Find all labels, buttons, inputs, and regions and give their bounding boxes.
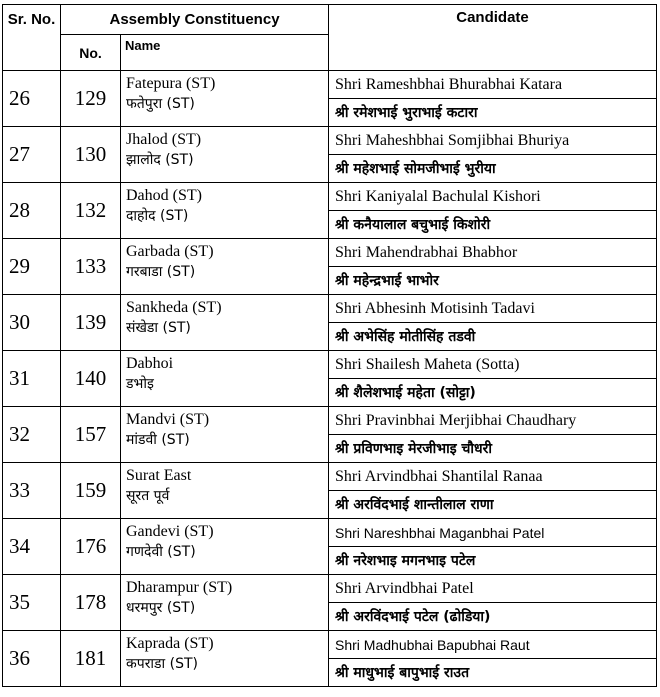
constituency-name-hindi: संखेडा (ST) — [126, 320, 191, 336]
constituency-number: 129 — [61, 71, 121, 127]
candidate-name-english: Shri Nareshbhai Maganbhai Patel — [329, 519, 657, 547]
constituency-name-english: Garbada (ST) — [126, 243, 214, 260]
sr-number: 35 — [3, 575, 61, 631]
constituency-number: 139 — [61, 295, 121, 351]
table-row — [3, 127, 657, 155]
constituency-name-english: Dahod (ST) — [126, 187, 202, 204]
constituency-name — [121, 351, 329, 407]
constituency-name-english: Dharampur (ST) — [126, 579, 233, 596]
constituency-name-english: Surat East — [126, 467, 192, 484]
table-row — [3, 631, 657, 659]
constituency-number: 176 — [61, 519, 121, 575]
constituency-name — [121, 183, 329, 239]
table-row — [3, 183, 657, 211]
candidate-name-hindi: श्री अभेसिंह मोतीसिंह तडवी — [329, 323, 657, 351]
sr-number: 33 — [3, 463, 61, 519]
constituency-name-hindi: दाहोद (ST) — [126, 208, 189, 224]
candidate-name-hindi: श्री माधुभाई बापुभाई राउत — [329, 659, 657, 687]
table-body — [3, 71, 657, 687]
constituency-name — [121, 631, 329, 687]
table-row — [3, 463, 657, 491]
table-row — [3, 295, 657, 323]
constituency-number: 132 — [61, 183, 121, 239]
candidate-name-english: Shri Arvindbhai Shantilal Ranaa — [329, 463, 657, 491]
candidate-name-hindi: श्री अरविंदभाई शान्तीलाल राणा — [329, 491, 657, 519]
constituency-name-english: Sankheda (ST) — [126, 299, 222, 316]
constituency-name-hindi: झालोद (ST) — [126, 152, 194, 168]
candidate-name-english: Shri Madhubhai Bapubhai Raut — [329, 631, 657, 659]
table-row — [3, 71, 657, 99]
constituency-name — [121, 295, 329, 351]
table-row — [3, 351, 657, 379]
header-no: No. — [61, 35, 121, 71]
header-assembly-constituency: Assembly Constituency — [61, 5, 329, 35]
candidate-name-english: Shri Rameshbhai Bhurabhai Katara — [329, 71, 657, 99]
candidate-name-hindi: श्री अरविंदभाई पटेल (ढोडिया) — [329, 603, 657, 631]
constituency-name-hindi: डभोइ — [126, 376, 154, 392]
candidate-table — [2, 4, 657, 687]
constituency-name-hindi: कपराडा (ST) — [126, 656, 198, 672]
constituency-name — [121, 575, 329, 631]
constituency-number: 181 — [61, 631, 121, 687]
constituency-name-hindi: मांडवी (ST) — [126, 432, 190, 448]
constituency-name-english: Mandvi (ST) — [126, 411, 210, 428]
constituency-name — [121, 407, 329, 463]
sr-number: 31 — [3, 351, 61, 407]
constituency-number: 140 — [61, 351, 121, 407]
constituency-name — [121, 71, 329, 127]
candidate-name-hindi: श्री प्रविणभाइ मेरजीभाइ चौधरी — [329, 435, 657, 463]
sr-number: 28 — [3, 183, 61, 239]
constituency-number: 159 — [61, 463, 121, 519]
constituency-name-english: Gandevi (ST) — [126, 523, 214, 540]
candidate-name-english: Shri Abhesinh Motisinh Tadavi — [329, 295, 657, 323]
sr-number: 29 — [3, 239, 61, 295]
sr-number: 26 — [3, 71, 61, 127]
constituency-name-hindi: फतेपुरा (ST) — [126, 96, 195, 112]
constituency-number: 130 — [61, 127, 121, 183]
constituency-name-hindi: सूरत पूर्व — [126, 488, 170, 504]
candidate-name-hindi: श्री महेन्द्रभाई भाभोर — [329, 267, 657, 295]
constituency-name — [121, 127, 329, 183]
candidate-name-hindi: श्री शैलेशभाई महेता (सोट्टा) — [329, 379, 657, 407]
candidate-name-english: Shri Pravinbhai Merjibhai Chaudhary — [329, 407, 657, 435]
sr-number: 34 — [3, 519, 61, 575]
candidate-name-hindi: श्री महेशभाई सोमजीभाई भुरीया — [329, 155, 657, 183]
candidate-name-english: Shri Maheshbhai Somjibhai Bhuriya — [329, 127, 657, 155]
candidate-name-hindi: श्री रमेशभाई भुराभाई कटारा — [329, 99, 657, 127]
constituency-number: 178 — [61, 575, 121, 631]
header-sr-no: Sr. No. — [3, 5, 61, 71]
header-candidate: Candidate — [329, 5, 657, 71]
constituency-name-english: Fatepura (ST) — [126, 75, 216, 92]
constituency-name-english: Kaprada (ST) — [126, 635, 214, 652]
sr-number: 30 — [3, 295, 61, 351]
candidate-name-english: Shri Mahendrabhai Bhabhor — [329, 239, 657, 267]
candidate-name-hindi: श्री नरेशभाइ मगनभाइ पटेल — [329, 547, 657, 575]
sr-number: 32 — [3, 407, 61, 463]
candidate-name-english: Shri Arvindbhai Patel — [329, 575, 657, 603]
table-row — [3, 239, 657, 267]
constituency-name — [121, 239, 329, 295]
header-name: Name — [121, 35, 329, 71]
constituency-name-english: Jhalod (ST) — [126, 131, 202, 148]
candidate-name-english: Shri Kaniyalal Bachulal Kishori — [329, 183, 657, 211]
constituency-name — [121, 519, 329, 575]
sr-number: 27 — [3, 127, 61, 183]
constituency-name-hindi: गरबाडा (ST) — [126, 264, 196, 280]
constituency-name — [121, 463, 329, 519]
table-row — [3, 519, 657, 547]
candidate-name-hindi: श्री कनैयालाल बचुभाई किशोरी — [329, 211, 657, 239]
constituency-name-hindi: गणदेवी (ST) — [126, 544, 196, 560]
candidate-name-english: Shri Shailesh Maheta (Sotta) — [329, 351, 657, 379]
constituency-number: 133 — [61, 239, 121, 295]
table-row — [3, 575, 657, 603]
constituency-name-hindi: धरमपुर (ST) — [126, 600, 196, 616]
constituency-number: 157 — [61, 407, 121, 463]
table-row — [3, 407, 657, 435]
constituency-name-english: Dabhoi — [126, 355, 174, 372]
sr-number: 36 — [3, 631, 61, 687]
